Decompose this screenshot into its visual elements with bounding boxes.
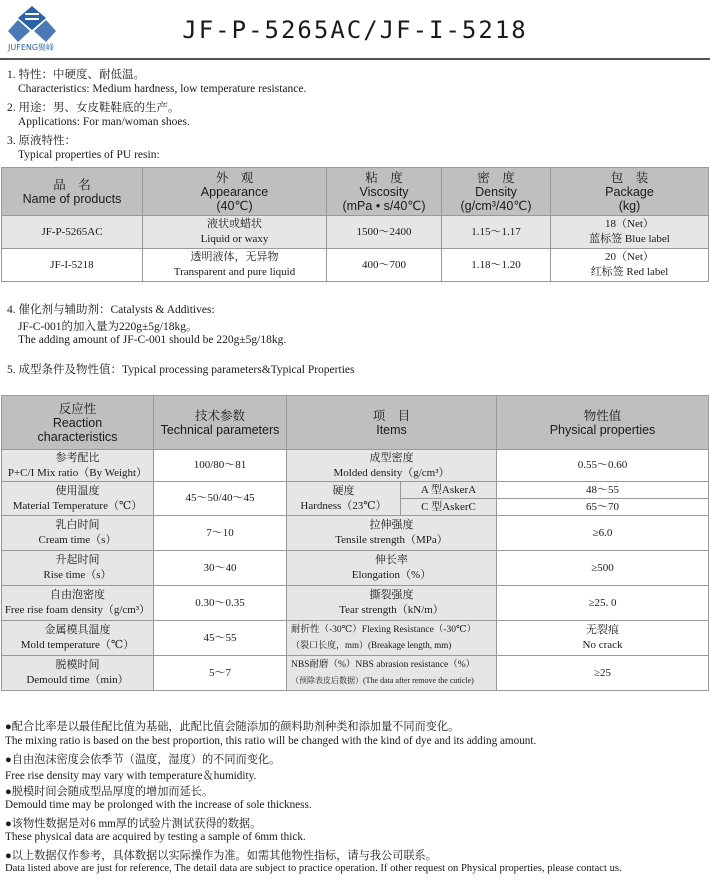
table-row: 自由泡密度 Free rise foam density（g/cm³） 0.30～0.35 撕裂强度 Tear strength（kN/m） ≥25. 0	[2, 586, 709, 621]
appearance: 液状或蜡状 Liquid or waxy	[143, 216, 327, 249]
table-row: 使用温度 Material Temperature（℃） 45～50/40～45 硬度 Hardness（23℃） A 型AskerA 48～55	[2, 482, 709, 499]
table-row: C 型AskerC 65～70	[2, 499, 709, 516]
table-row: 金属模具温度 Mold temperature（℃） 45～55 耐折性（-30℃）Flexing Resistance（-30℃） （裂口长度，mm）(Breakage length, mm) 无裂痕 No crack	[2, 621, 709, 656]
package: 20（Net） 红标签 Red label	[551, 249, 709, 282]
header-density: 密 度 Density (g/cm³/40℃)	[442, 168, 551, 216]
table-row: 脱模时间 Demould time（min） 5～7 NBS耐磨（%）NBS abrasion resistance（%） （预除表皮后数据）(The data after remove the cuticle) ≥25	[2, 656, 709, 691]
table-row: 乳白时间 Cream time（s） 7～10 拉伸强度 Tensile strength（MPa） ≥6.0	[2, 516, 709, 551]
table-row: 升起时间 Rise time（s） 30～40 伸长率 Elongation（%） ≥500	[2, 551, 709, 586]
appearance: 透明液体，无异物 Transparent and pure liquid	[143, 249, 327, 282]
characteristics-cn: 1. 特性：中硬度、耐低温。	[7, 69, 145, 81]
density: 1.15～1.17	[442, 216, 551, 249]
resin-properties-table	[1, 167, 709, 282]
processing-heading: 5. 成型条件及物性值：Typical processing parameters&Typical Properties	[7, 364, 355, 376]
note-demould-en: Demould time may be prolonged with the increase of sole thickness.	[5, 799, 312, 811]
viscosity: 1500～2400	[327, 216, 442, 249]
catalyst-amount-cn: JF-C-001的加入量为220g±5g/18kg。	[18, 321, 198, 333]
table-row	[2, 216, 709, 249]
note-reference-en: Data listed above are just for reference, The detail data are subject to practice operation. If other request on Physical properties, please contact us.	[5, 863, 622, 874]
note-demould-cn: ●脱模时间会随成型品厚度的增加而延长。	[5, 786, 214, 798]
table-header-row	[2, 396, 709, 450]
note-sample-en: These physical data are acquired by testing a sample of 6mm thick.	[5, 831, 306, 843]
viscosity: 400～700	[327, 249, 442, 282]
note-mixing-cn: ●配合比率是以最佳配比值为基础，此配比值会随添加的颜料助剂种类和添加量不同而变化。	[5, 721, 460, 733]
header-physical: 物性值 Physical properties	[497, 396, 709, 450]
applications-en: Applications: For man/woman shoes.	[18, 116, 190, 128]
header-appearance: 外 观 Appearance (40℃)	[143, 168, 327, 216]
header-package: 包 装 Package (kg)	[551, 168, 709, 216]
density: 1.18～1.20	[442, 249, 551, 282]
logo-text: JUFENG聚峰	[8, 43, 55, 52]
note-mixing-en: The mixing ratio is based on the best proportion, this ratio will be changed with the kind of dye and its adding amount.	[5, 735, 537, 747]
header-name: 品 名 Name of products	[2, 168, 143, 216]
header-technical: 技术参数 Technical parameters	[154, 396, 287, 450]
note-density-cn: ●自由泡沫密度会依季节（温度，湿度）的不同而变化。	[5, 754, 281, 766]
header-viscosity: 粘 度 Viscosity (mPa • s/40℃)	[327, 168, 442, 216]
processing-parameters-table	[1, 395, 709, 691]
table-row: 参考配比 P+C/I Mix ratio（By Weight） 100/80～81 成型密度 Molded density（g/cm³） 0.55～0.60	[2, 450, 709, 482]
product-name: JF-P-5265AC	[2, 216, 143, 249]
resin-properties-en: Typical properties of PU resin:	[18, 149, 160, 161]
page-title: JF-P-5265AC/JF-I-5218	[182, 16, 528, 44]
header-items: 项 目 Items	[287, 396, 497, 450]
header	[0, 0, 710, 62]
header-divider	[0, 58, 710, 60]
note-density-en: Free rise density may vary with temperature＆humidity.	[5, 770, 257, 782]
note-reference-cn: ●以上数据仅作参考，具体数据以实际操作为准。如需其他物性指标，请与我公司联系。	[5, 850, 437, 862]
product-name: JF-I-5218	[2, 249, 143, 282]
table-header-row	[2, 168, 709, 216]
package: 18（Net） 蓝标签 Blue label	[551, 216, 709, 249]
catalyst-amount-en: The adding amount of JF-C-001 should be 220g±5g/18kg.	[18, 334, 287, 346]
characteristics-en: Characteristics: Medium hardness, low temperature resistance.	[18, 83, 307, 95]
catalyst-heading: 4. 催化剂与辅助剂：Catalysts & Additives:	[7, 304, 215, 316]
resin-properties-cn: 3. 原液特性：	[7, 135, 76, 147]
note-sample-cn: ●该物性数据是对6 mm厚的试验片测试获得的数据。	[5, 818, 262, 830]
table-row	[2, 249, 709, 282]
applications-cn: 2. 用途：男、女皮鞋鞋底的生产。	[7, 102, 180, 114]
header-reaction: 反应性 Reaction characteristics	[2, 396, 154, 450]
